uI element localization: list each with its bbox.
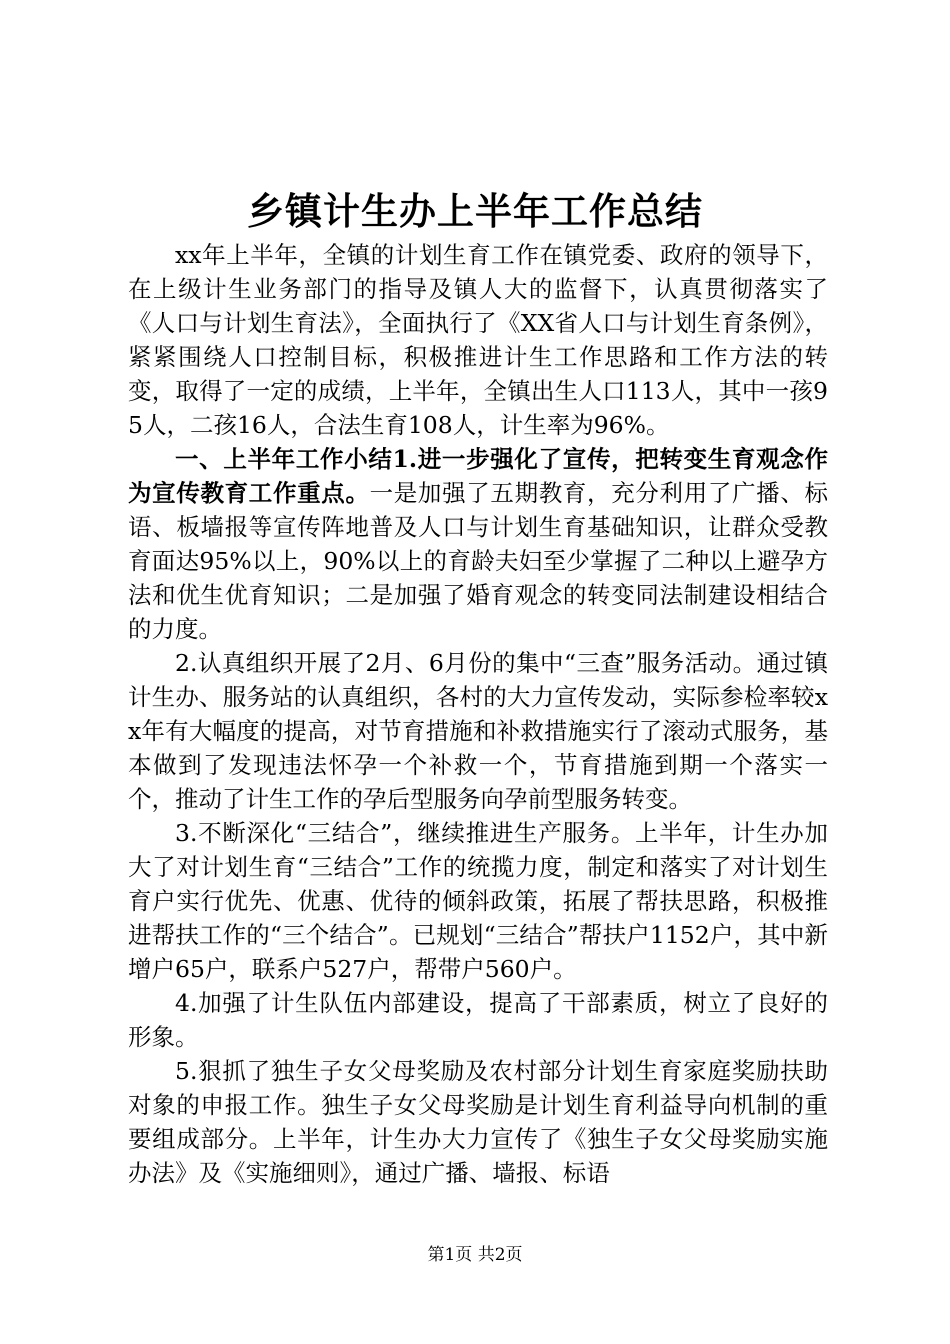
paragraph-section-1: [128, 442, 828, 646]
document-body: [128, 238, 828, 1190]
paragraph-intro: [128, 238, 828, 442]
paragraph-text: xx年上半年，全镇的计划生育工作在镇党委、政府的领导下，在上级计生业务部门的指导及镇人大的监督下，认真贯彻落实了《人口与计划生育法》，全面执行了《XX省人口与计划生育条例》，紧紧围绕人口控制目标，积极推进计生工作思路和工作方法的转变，取得了一定的成绩，上半年，全镇出生人口113人，其中一孩95人，二孩16人，合法生育108人，计生率为96%。: [128, 241, 828, 439]
paragraph-text: 4.加强了计生队伍内部建设，提高了干部素质，树立了良好的形象。: [128, 989, 828, 1051]
paragraph-item-3: [128, 816, 828, 986]
paragraph-item-2: [128, 646, 828, 816]
paragraph-text: 3.不断深化“三结合”，继续推进生产服务。上半年，计生办加大了对计划生育“三结合”工作的统揽力度，制定和落实了对计划生育户实行优先、优惠、优待的倾斜政策，拓展了帮扶思路，积极推进帮扶工作的“三个结合”。已规划“三结合”帮扶户1152户，其中新增户65户，联系户527户，帮带户560户。: [128, 819, 828, 983]
page-number-footer: 第1页 共2页: [427, 1245, 523, 1265]
paragraph-text: 5.狠抓了独生子女父母奖励及农村部分计划生育家庭奖励扶助对象的申报工作。独生子女父母奖励是计划生育利益导向机制的重要组成部分。上半年，计生办大力宣传了《独生子女父母奖励实施办法》及《实施细则》，通过广播、墙报、标语: [128, 1057, 828, 1187]
paragraph-item-4: [128, 986, 828, 1054]
paragraph-text: 2.认真组织开展了2月、6月份的集中“三查”服务活动。通过镇计生办、服务站的认真组织，各村的大力宣传发动，实际参检率较xx年有大幅度的提高，对节育措施和补救措施实行了滚动式服务，基本做到了发现违法怀孕一个补救一个，节育措施到期一个落实一个，推动了计生工作的孕后型服务向孕前型服务转变。: [128, 649, 828, 813]
section-heading: 一、上半年工作小结1.进一步强化了宣传，把转变生育观念作为宣传教育工作重点。: [128, 445, 828, 507]
document-title: 乡镇计生办上半年工作总结: [247, 189, 703, 233]
paragraph-item-5: [128, 1054, 828, 1190]
paragraph-text: 一是加强了五期教育，充分利用了广播、标语、板墙报等宣传阵地普及人口与计划生育基础知识，让群众受教育面达95%以上，90%以上的育龄夫妇至少掌握了二种以上避孕方法和优生优育知识；二是加强了婚育观念的转变同法制建设相结合的力度。: [128, 479, 829, 643]
